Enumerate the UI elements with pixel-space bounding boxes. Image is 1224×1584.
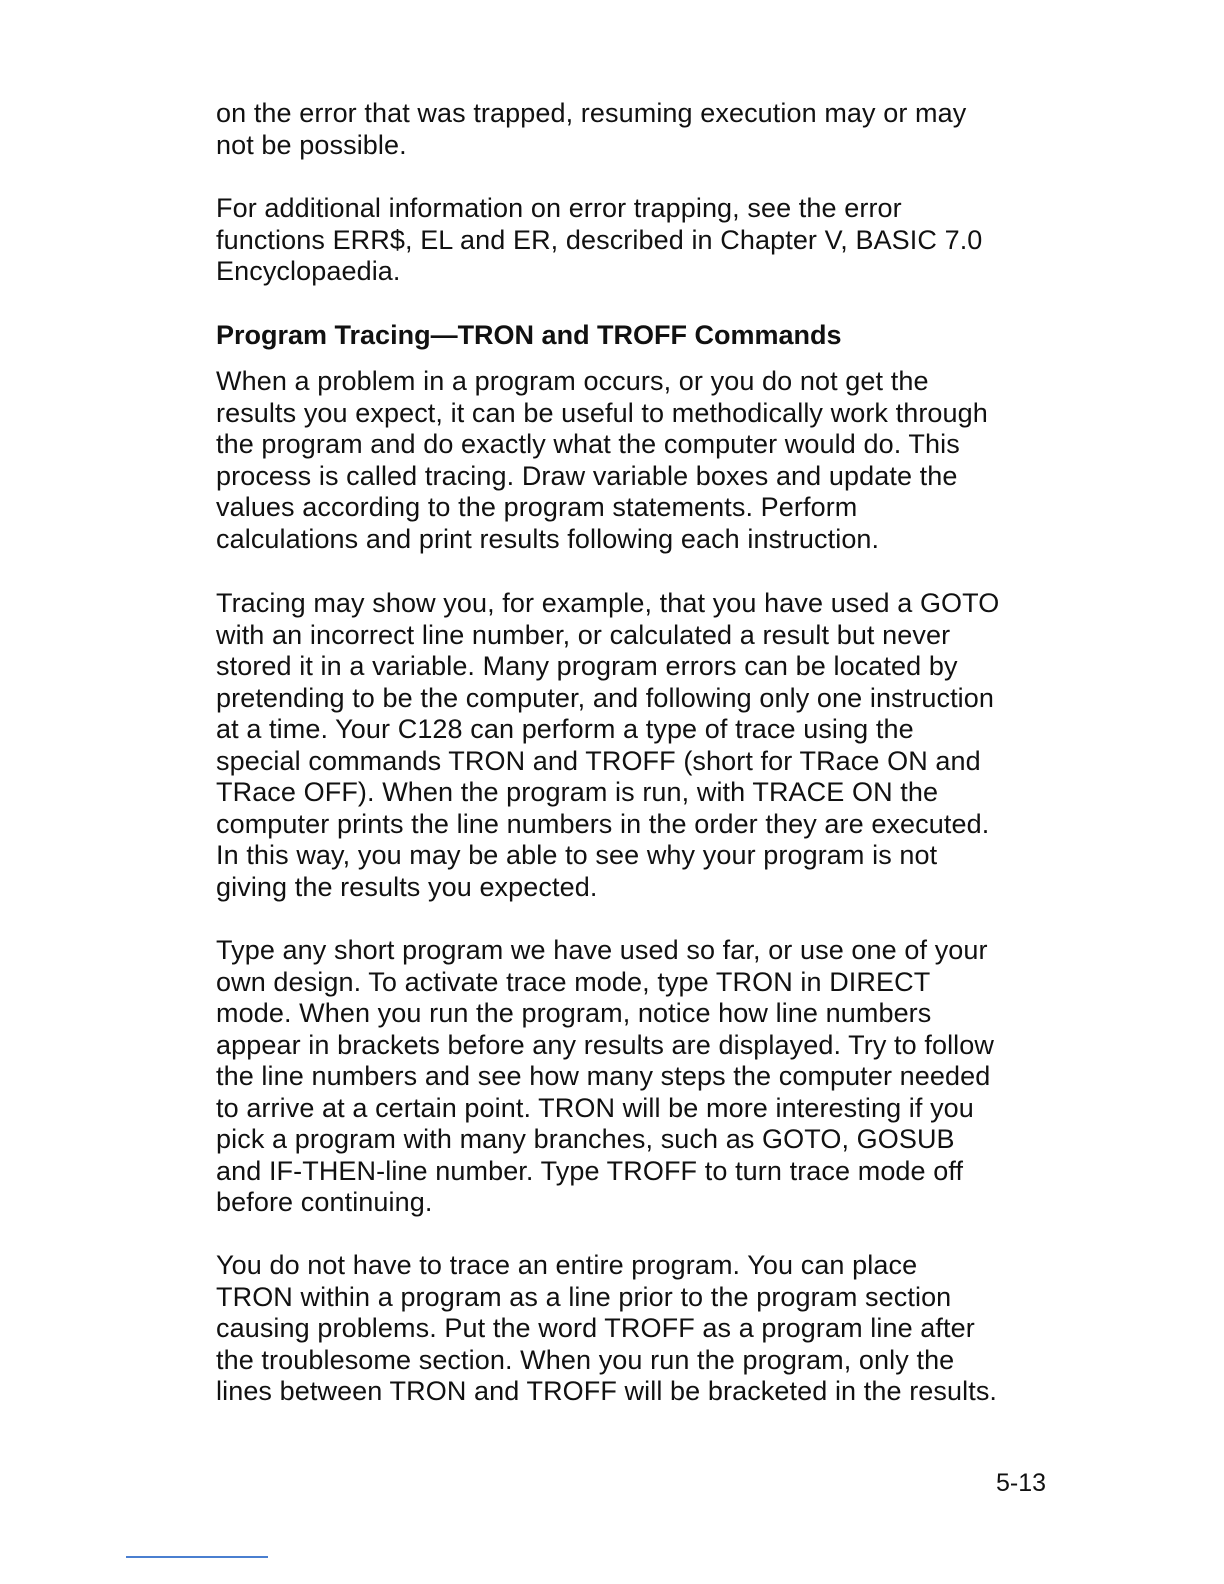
text-line: giving the results you expected. xyxy=(216,871,598,902)
paragraph-tracing-intro xyxy=(216,366,1056,555)
text-line: at a time. Your C128 can perform a type of trace using the xyxy=(216,714,914,744)
text-line: stored it in a variable. Many program errors can be located by xyxy=(216,651,958,681)
text-line: pretending to be the computer, and following only one instruction xyxy=(216,682,995,713)
paragraph-tracing-example xyxy=(216,588,1056,903)
text-line: mode. When you run the program, notice how line numbers xyxy=(216,998,932,1028)
text-line: When a problem in a program occurs, or you do not get the xyxy=(216,366,929,396)
text-line: appear in brackets before any results are displayed. Try to follow xyxy=(216,1029,994,1060)
text-line: special commands TRON and TROFF (short for TRace ON and xyxy=(216,745,981,776)
text-line: TRON within a program as a line prior to the program section xyxy=(216,1281,952,1312)
text-line: pick a program with many branches, such as GOTO, GOSUB xyxy=(216,1124,955,1154)
text-line: computer prints the line numbers in the order they are executed. xyxy=(216,808,990,839)
text-line: Encyclopaedia. xyxy=(216,256,401,286)
paragraph-trace-mode xyxy=(216,935,1056,1219)
text-line: functions ERR$, EL and ER, described in Chapter V, BASIC 7.0 xyxy=(216,224,983,255)
text-line: lines between TRON and TROFF will be bracketed in the results. xyxy=(216,1376,998,1406)
text-line: own design. To activate trace mode, type TRON in DIRECT xyxy=(216,966,931,997)
bottom-rule xyxy=(126,1556,268,1558)
text-line: calculations and print results following each instruction. xyxy=(216,523,880,554)
text-line: the line numbers and see how many steps the computer needed xyxy=(216,1061,991,1091)
text-line: to arrive at a certain point. TRON will be more interesting if you xyxy=(216,1092,974,1123)
section-heading: Program Tracing—TRON and TROFF Commands xyxy=(216,320,842,350)
text-line: For additional information on error trapping, see the error xyxy=(216,193,902,223)
text-line: the troublesome section. When you run the program, only the xyxy=(216,1344,955,1375)
text-line: the program and do exactly what the computer would do. This xyxy=(216,429,960,459)
text-line: causing problems. Put the word TROFF as a program line after xyxy=(216,1313,975,1343)
text-line: Type any short program we have used so far, or use one of your xyxy=(216,935,988,965)
text-line: not be possible. xyxy=(216,129,407,160)
text-line: and IF-THEN-line number. Type TROFF to turn trace mode off xyxy=(216,1155,964,1186)
paragraph-partial-trace xyxy=(216,1250,1056,1408)
text-line: TRace OFF). When the program is run, with TRACE ON the xyxy=(216,777,939,807)
page-number: 5-13 xyxy=(996,1469,1047,1497)
text-line: values according to the program statements. Perform xyxy=(216,492,858,522)
paragraph-error-resume xyxy=(216,98,1056,161)
text-line: results you expect, it can be useful to methodically work through xyxy=(216,397,988,428)
text-line: with an incorrect line number, or calculated a result but never xyxy=(216,619,951,650)
text-line: before continuing. xyxy=(216,1187,433,1217)
text-line: Tracing may show you, for example, that you have used a GOTO xyxy=(216,588,1000,618)
text-line: In this way, you may be able to see why your program is not xyxy=(216,840,938,870)
paragraph-error-functions xyxy=(216,193,1056,288)
text-line: You do not have to trace an entire program. You can place xyxy=(216,1250,918,1280)
text-line: process is called tracing. Draw variable boxes and update the xyxy=(216,460,958,491)
text-line: on the error that was trapped, resuming execution may or may xyxy=(216,98,967,128)
